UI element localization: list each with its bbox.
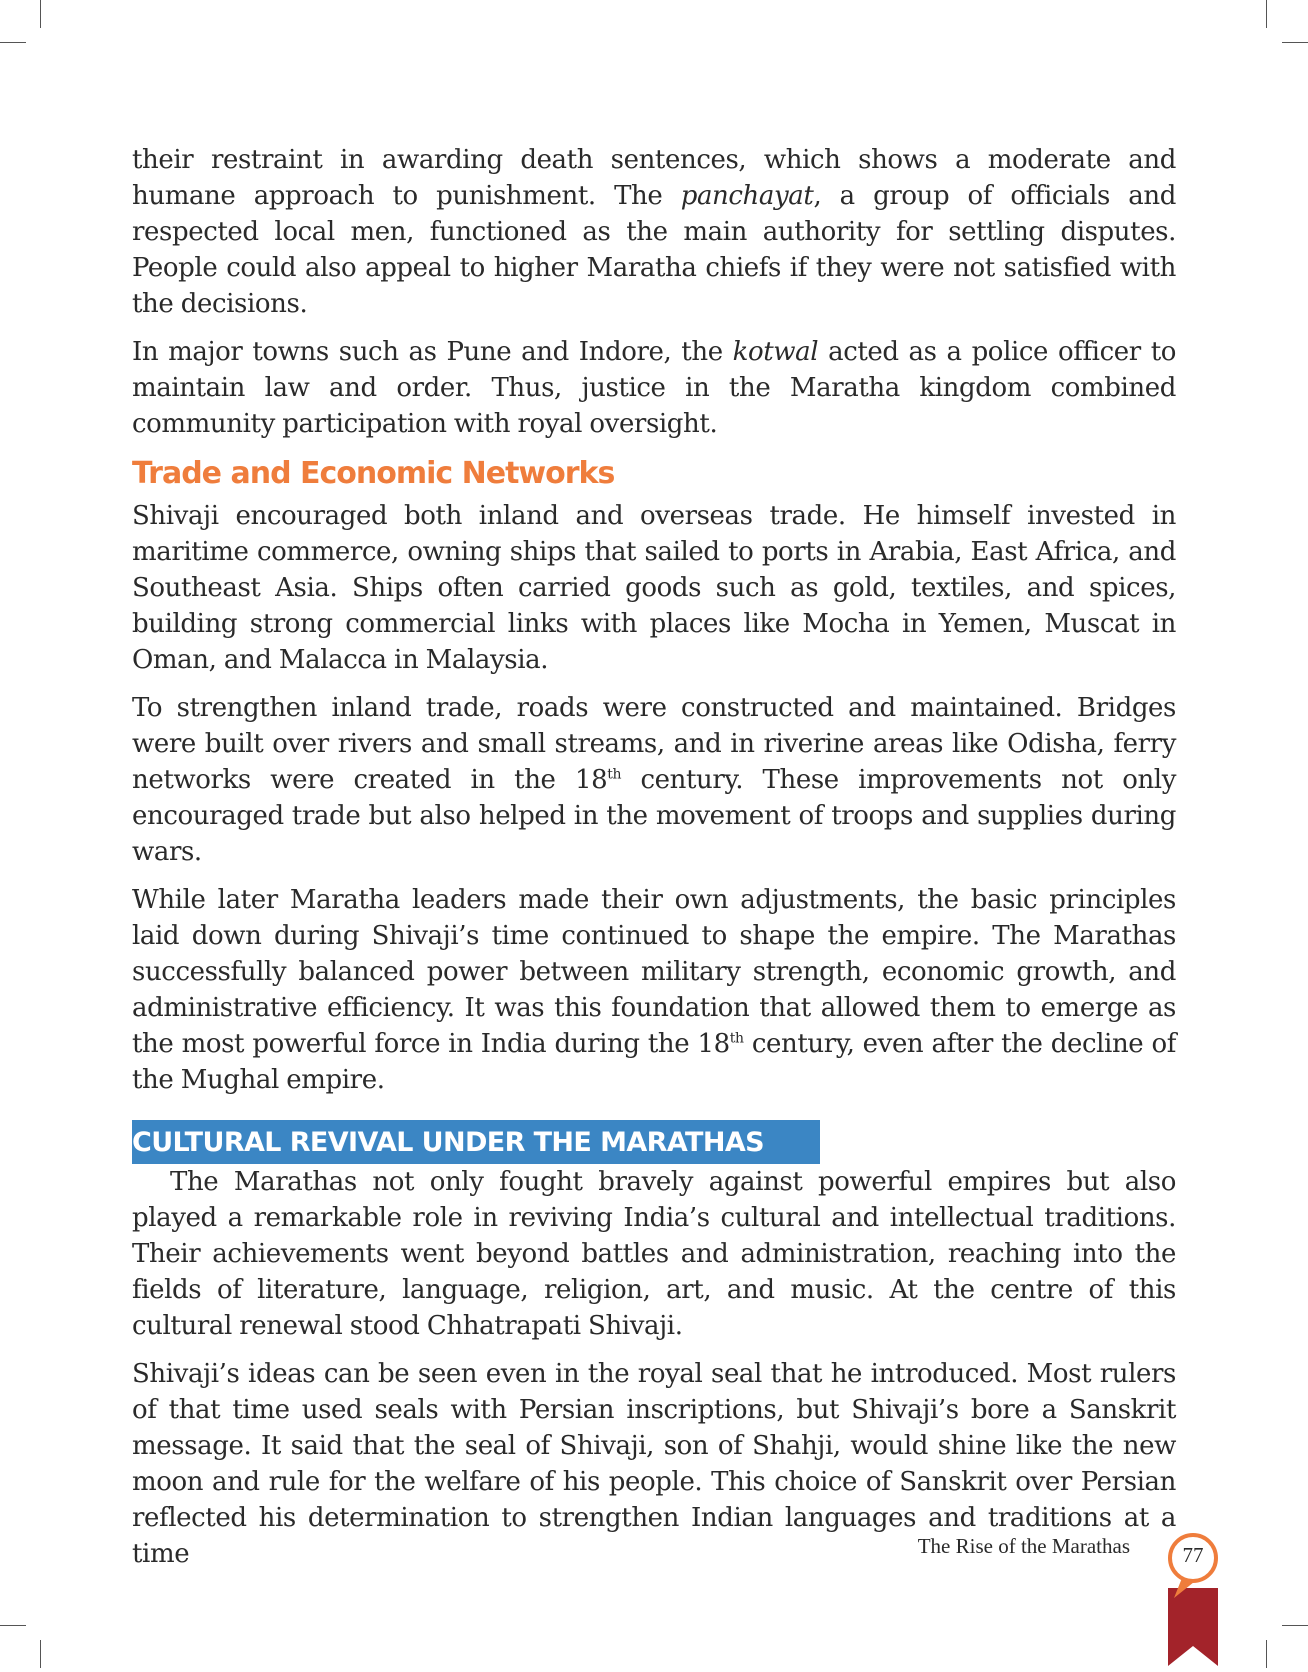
paragraph-royal-seal: Shivaji’s ideas can be seen even in the royal seal that he introduced. Most rulers of that time used seals with Persian inscriptions, but Shivaji’s bore a Sanskrit message. It said that the seal of Shivaji, son of Shahji, would shine like the new moon and rule for the welfare of his people. This choice of Sanskrit over Persian reflected his determination to strengthen Indian languages and traditions at a time (132, 1359, 1176, 1569)
term-panchayat: panchayat (680, 181, 814, 211)
page-content (132, 142, 1176, 1584)
term-kotwal: kotwal (732, 337, 819, 367)
page-number-ribbon (1160, 1528, 1230, 1672)
paragraph-later-leaders: While later Maratha leaders made their own adjustments, the basic principles laid down during Shivaji’s time continued to shape the empire. The Marathas successfully balanced power between military strength, economic growth, and administrative efficiency. It was this foundation that allowed them to emerge as the most powerful force in India during the 18th century, even after the decline of the Mughal empire. (132, 885, 1176, 1095)
cultural-revival-banner: CULTURAL REVIVAL UNDER THE MARATHAS (132, 1120, 820, 1164)
crop-mark-top-right-h (1282, 42, 1308, 43)
paragraph-cultural-revival: The Marathas not only fought bravely against powerful empires but also played a remarkable role in reviving India’s cultural and intellectual traditions. Their achievements went beyond battles and administration, reaching into the fields of literature, language, religion, art, and music. At the centre of this cultural renewal stood Chhatrapati Shivaji. (132, 1167, 1176, 1341)
crop-mark-top-left-v (40, 0, 41, 28)
paragraph-trade-overseas: Shivaji encouraged both inland and overseas trade. He himself invested in maritime commerce, owning ships that sailed to ports in Arabia, East Africa, and Southeast Asia. Ships often carried goods such as gold, textiles, and spices, building strong commercial links with places like Mocha in Yemen, Muscat in Oman, and Malacca in Malaysia. (132, 501, 1176, 675)
paragraph-kotwal: In major towns such as Pune and Indore, the kotwal acted as a police officer to maintain law and order. Thus, justice in the Maratha kingdom combined community participation with royal oversight. (132, 337, 1176, 439)
crop-mark-top-left-h (0, 42, 26, 43)
crop-mark-top-right-v (1266, 0, 1267, 28)
superscript-th: th (607, 766, 622, 783)
paragraph-justice-panchayat: their restraint in awarding death sentences, which shows a moderate and humane approach to punishment. The panchayat, a group of officials and respected local men, functioned as the main authority for settling disputes. People could also appeal to higher Maratha chiefs if they were not satisfied with the decisions. (132, 145, 1176, 319)
crop-mark-bottom-right-v (1266, 1640, 1267, 1668)
crop-mark-bottom-left-h (0, 1625, 26, 1626)
page-number: 77 (1182, 1543, 1204, 1567)
crop-mark-bottom-left-v (40, 1640, 41, 1668)
chapter-title-footer: The Rise of the Marathas (917, 1534, 1130, 1558)
superscript-th: th (729, 1030, 744, 1047)
crop-mark-bottom-right-h (1282, 1625, 1308, 1626)
paragraph-inland-trade: To strengthen inland trade, roads were constructed and maintained. Bridges were built over rivers and small streams, and in riverine areas like Odisha, ferry networks were created in the 18th century. These improvements not only encouraged trade but also helped in the movement of troops and supplies during wars. (132, 693, 1176, 867)
trade-section-heading: Trade and Economic Networks (132, 456, 615, 491)
